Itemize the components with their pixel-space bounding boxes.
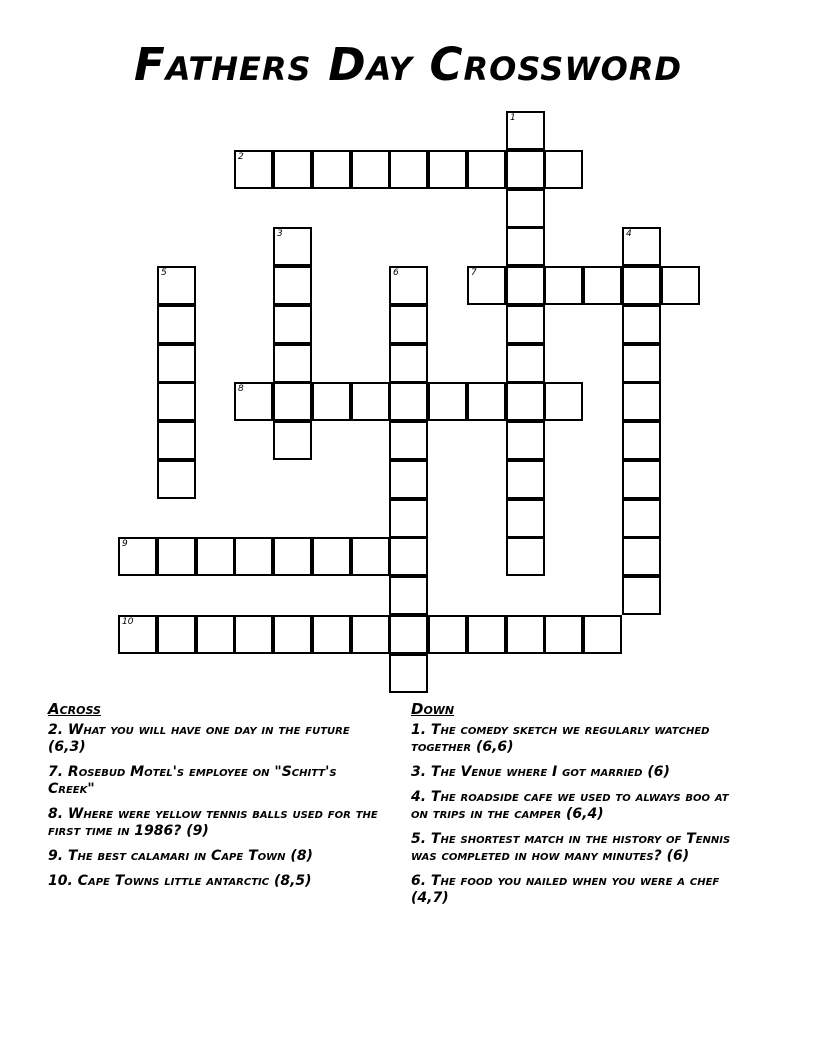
grid-cell[interactable] [506,537,545,576]
grid-cell[interactable] [622,537,661,576]
clue-number: 4 [626,229,632,239]
grid-cell[interactable] [273,227,312,266]
clue-number: 3 [277,229,283,239]
grid-cell[interactable] [467,382,506,421]
grid-cell[interactable] [157,537,196,576]
grid-cell[interactable] [118,537,157,576]
grid-cell[interactable] [428,150,467,189]
grid-cell[interactable] [273,537,312,576]
grid-cell[interactable] [506,189,545,228]
grid-cell[interactable] [544,382,583,421]
grid-cell[interactable] [273,344,312,383]
grid-cell[interactable] [234,537,273,576]
grid-cell[interactable] [506,111,545,150]
grid-cell[interactable] [389,266,428,305]
down-clue-4: 4. The roadside cafe we used to always boo at on trips in the camper (6,4) [411,789,729,822]
grid-cell[interactable] [389,344,428,383]
clue-number: 9 [122,539,128,549]
grid-cell[interactable] [506,615,545,654]
grid-cell[interactable] [389,615,428,654]
grid-cell[interactable] [273,421,312,460]
across-clue-10: 10. Cape Towns little antarctic (8,5) [48,873,312,889]
grid-cell[interactable] [273,615,312,654]
grid-cell[interactable] [428,382,467,421]
grid-cell[interactable] [312,382,351,421]
grid-cell[interactable] [506,382,545,421]
grid-cell[interactable] [273,266,312,305]
grid-cell[interactable] [312,150,351,189]
clue-number: 1 [510,113,516,123]
grid-cell[interactable] [389,576,428,615]
grid-cell[interactable] [506,266,545,305]
clue-number: 6 [393,268,399,278]
grid-cell[interactable] [234,615,273,654]
grid-cell[interactable] [351,537,390,576]
grid-cell[interactable] [506,344,545,383]
grid-cell[interactable] [467,266,506,305]
grid-cell[interactable] [506,305,545,344]
grid-cell[interactable] [544,266,583,305]
grid-cell[interactable] [467,150,506,189]
across-clues [48,700,378,898]
page-title: Fathers Day Crossword [133,38,683,91]
down-clue-5: 5. The shortest match in the history of Tennis was completed in how many minutes? (6) [411,831,731,864]
grid-cell[interactable] [389,499,428,538]
down-clue-6: 6. The food you nailed when you were a chef (4,7) [411,873,720,906]
grid-cell[interactable] [506,150,545,189]
grid-cell[interactable] [506,227,545,266]
grid-cell[interactable] [583,266,622,305]
grid-cell[interactable] [157,266,196,305]
grid-cell[interactable] [312,615,351,654]
down-heading: Down [411,700,455,718]
grid-cell[interactable] [157,382,196,421]
clue-number: 10 [122,617,134,627]
grid-cell[interactable] [428,615,467,654]
grid-cell[interactable] [389,654,428,693]
grid-cell[interactable] [622,382,661,421]
down-clue-1: 1. The comedy sketch we regularly watched together (6,6) [411,722,710,755]
grid-cell[interactable] [389,382,428,421]
grid-cell[interactable] [157,460,196,499]
grid-cell[interactable] [389,305,428,344]
grid-cell[interactable] [234,382,273,421]
across-heading: Across [48,700,101,718]
grid-cell[interactable] [583,615,622,654]
grid-cell[interactable] [157,615,196,654]
grid-cell[interactable] [389,537,428,576]
across-clue-2: 2. What you will have one day in the future (6,3) [48,722,350,755]
clue-number: 2 [238,152,244,162]
grid-cell[interactable] [506,499,545,538]
grid-cell[interactable] [196,615,235,654]
across-clue-9: 9. The best calamari in Cape Town (8) [48,848,313,864]
grid-cell[interactable] [389,150,428,189]
grid-cell[interactable] [118,615,157,654]
grid-cell[interactable] [273,305,312,344]
clue-number: 5 [161,268,167,278]
grid-cell[interactable] [622,227,661,266]
grid-cell[interactable] [506,421,545,460]
across-clue-8: 8. Where were yellow tennis balls used for the first time in 1986? (9) [48,806,378,839]
grid-cell[interactable] [234,150,273,189]
grid-cell[interactable] [622,460,661,499]
grid-cell[interactable] [544,150,583,189]
grid-cell[interactable] [351,615,390,654]
grid-cell[interactable] [196,537,235,576]
grid-cell[interactable] [622,305,661,344]
grid-cell[interactable] [273,382,312,421]
grid-cell[interactable] [661,266,700,305]
grid-cell[interactable] [622,499,661,538]
grid-cell[interactable] [351,382,390,421]
across-clue-7: 7. Rosebud Motel's employee on "Schitt's Creek" [48,764,337,797]
grid-cell[interactable] [312,537,351,576]
grid-cell[interactable] [273,150,312,189]
clue-number: 8 [238,384,244,394]
grid-cell[interactable] [389,421,428,460]
grid-cell[interactable] [467,615,506,654]
clue-number: 7 [471,268,477,278]
grid-cell[interactable] [389,460,428,499]
grid-cell[interactable] [622,344,661,383]
grid-cell[interactable] [157,421,196,460]
grid-cell[interactable] [622,266,661,305]
grid-cell[interactable] [622,421,661,460]
grid-cell[interactable] [351,150,390,189]
grid-cell[interactable] [157,305,196,344]
down-clue-3: 3. The Venue where I got married (6) [411,764,670,780]
grid-cell[interactable] [157,344,196,383]
grid-cell[interactable] [506,460,545,499]
down-clues [411,700,741,915]
grid-cell[interactable] [544,615,583,654]
grid-cell[interactable] [622,576,661,615]
